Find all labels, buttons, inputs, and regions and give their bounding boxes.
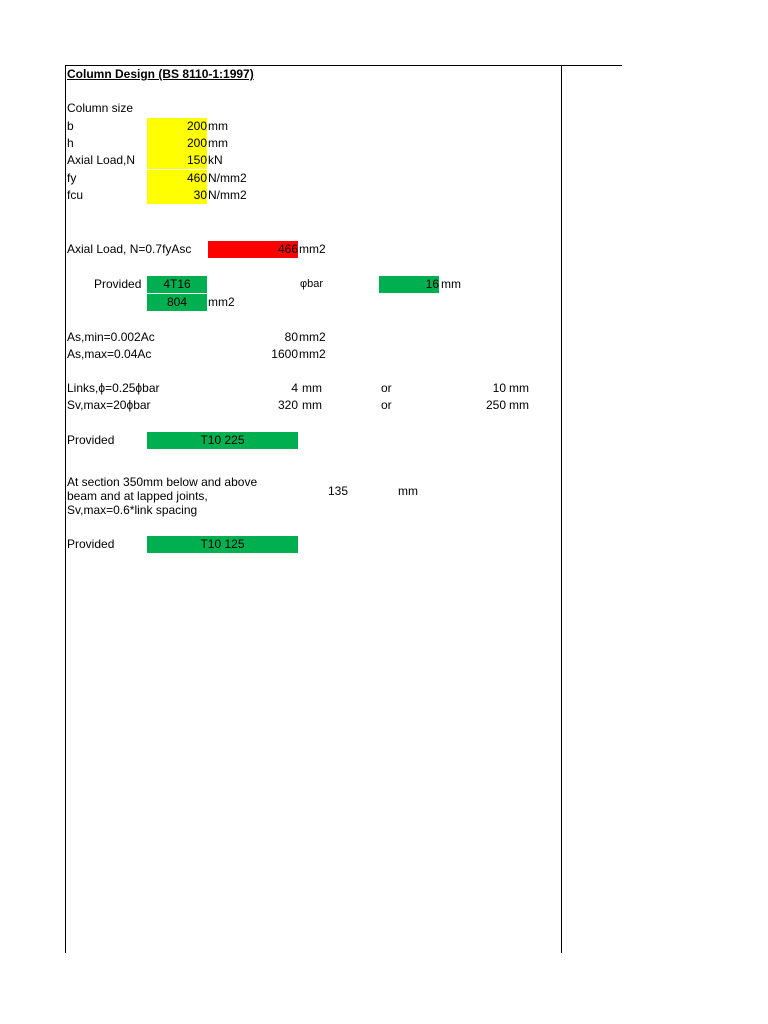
provided-main-area[interactable]: 804: [147, 294, 207, 311]
sv-max-alt-value: 250: [485, 398, 506, 412]
phi-bar-label: φbar: [300, 278, 324, 290]
input-label-fcu: fcu: [67, 188, 84, 202]
links-unit: mm: [302, 381, 322, 395]
axial-load-unit: mm2: [299, 242, 326, 256]
links-value: 4: [291, 381, 298, 395]
provided-lapped-label: Provided: [67, 537, 115, 551]
sv-max-label: Sv,max=20ϕbar: [67, 398, 151, 412]
links-label: Links,ϕ=0.25ϕbar: [67, 381, 160, 395]
lapped-line-1: At section 350mm below and above: [67, 475, 258, 489]
as-min-value: 80: [284, 330, 298, 344]
as-min-label: As,min=0.002Ac: [67, 330, 155, 344]
as-max-label: As,max=0.04Ac: [67, 347, 152, 361]
input-unit-fcu: N/mm2: [208, 188, 247, 202]
input-label-axial: Axial Load,N: [67, 153, 136, 167]
provided-main-bars[interactable]: 4T16: [147, 276, 207, 293]
provided-main-label: Provided: [94, 277, 142, 291]
input-unit-axial: kN: [208, 153, 223, 167]
provided-lapped-value[interactable]: T10 125: [147, 536, 298, 553]
input-value-h[interactable]: 200: [147, 135, 207, 152]
page-title: Column Design (BS 8110-1:1997): [67, 67, 254, 81]
provided-main-area-unit: mm2: [208, 295, 235, 309]
input-value-b[interactable]: 200: [147, 118, 207, 135]
input-unit-fy: N/mm2: [208, 171, 247, 185]
as-min-unit: mm2: [299, 330, 326, 344]
sv-max-or: or: [381, 398, 392, 412]
right-border: [561, 65, 562, 953]
input-value-fy[interactable]: 460: [147, 170, 207, 187]
column-size-label: Column size: [67, 101, 134, 115]
links-alt-value: 10: [492, 381, 506, 395]
phi-bar-unit: mm: [441, 277, 461, 291]
as-max-unit: mm2: [299, 347, 326, 361]
provided-links-label: Provided: [67, 433, 115, 447]
axial-load-value[interactable]: 466: [208, 241, 298, 258]
input-label-h: h: [67, 136, 74, 150]
input-label-b: b: [67, 119, 74, 133]
left-border: [65, 65, 66, 953]
input-value-fcu[interactable]: 30: [147, 187, 207, 204]
lapped-line-2: beam and at lapped joints,: [67, 489, 208, 503]
input-value-axial[interactable]: 150: [147, 152, 207, 169]
lapped-line-3: Sv,max=0.6*link spacing: [67, 503, 198, 517]
links-or: or: [381, 381, 392, 395]
provided-links-value[interactable]: T10 225: [147, 432, 298, 449]
input-unit-b: mm: [208, 119, 228, 133]
as-max-value: 1600: [271, 347, 298, 361]
input-unit-h: mm: [208, 136, 228, 150]
sv-max-value: 320: [277, 398, 298, 412]
axial-load-label: Axial Load, N=0.7fyAsc: [67, 242, 192, 256]
sv-max-unit: mm: [302, 398, 322, 412]
input-label-fy: fy: [67, 171, 77, 185]
lapped-unit: mm: [398, 484, 418, 498]
lapped-value: 135: [328, 484, 349, 498]
sv-max-alt-unit: mm: [509, 398, 529, 412]
phi-bar-value[interactable]: 16: [379, 276, 439, 293]
links-alt-unit: mm: [509, 381, 529, 395]
